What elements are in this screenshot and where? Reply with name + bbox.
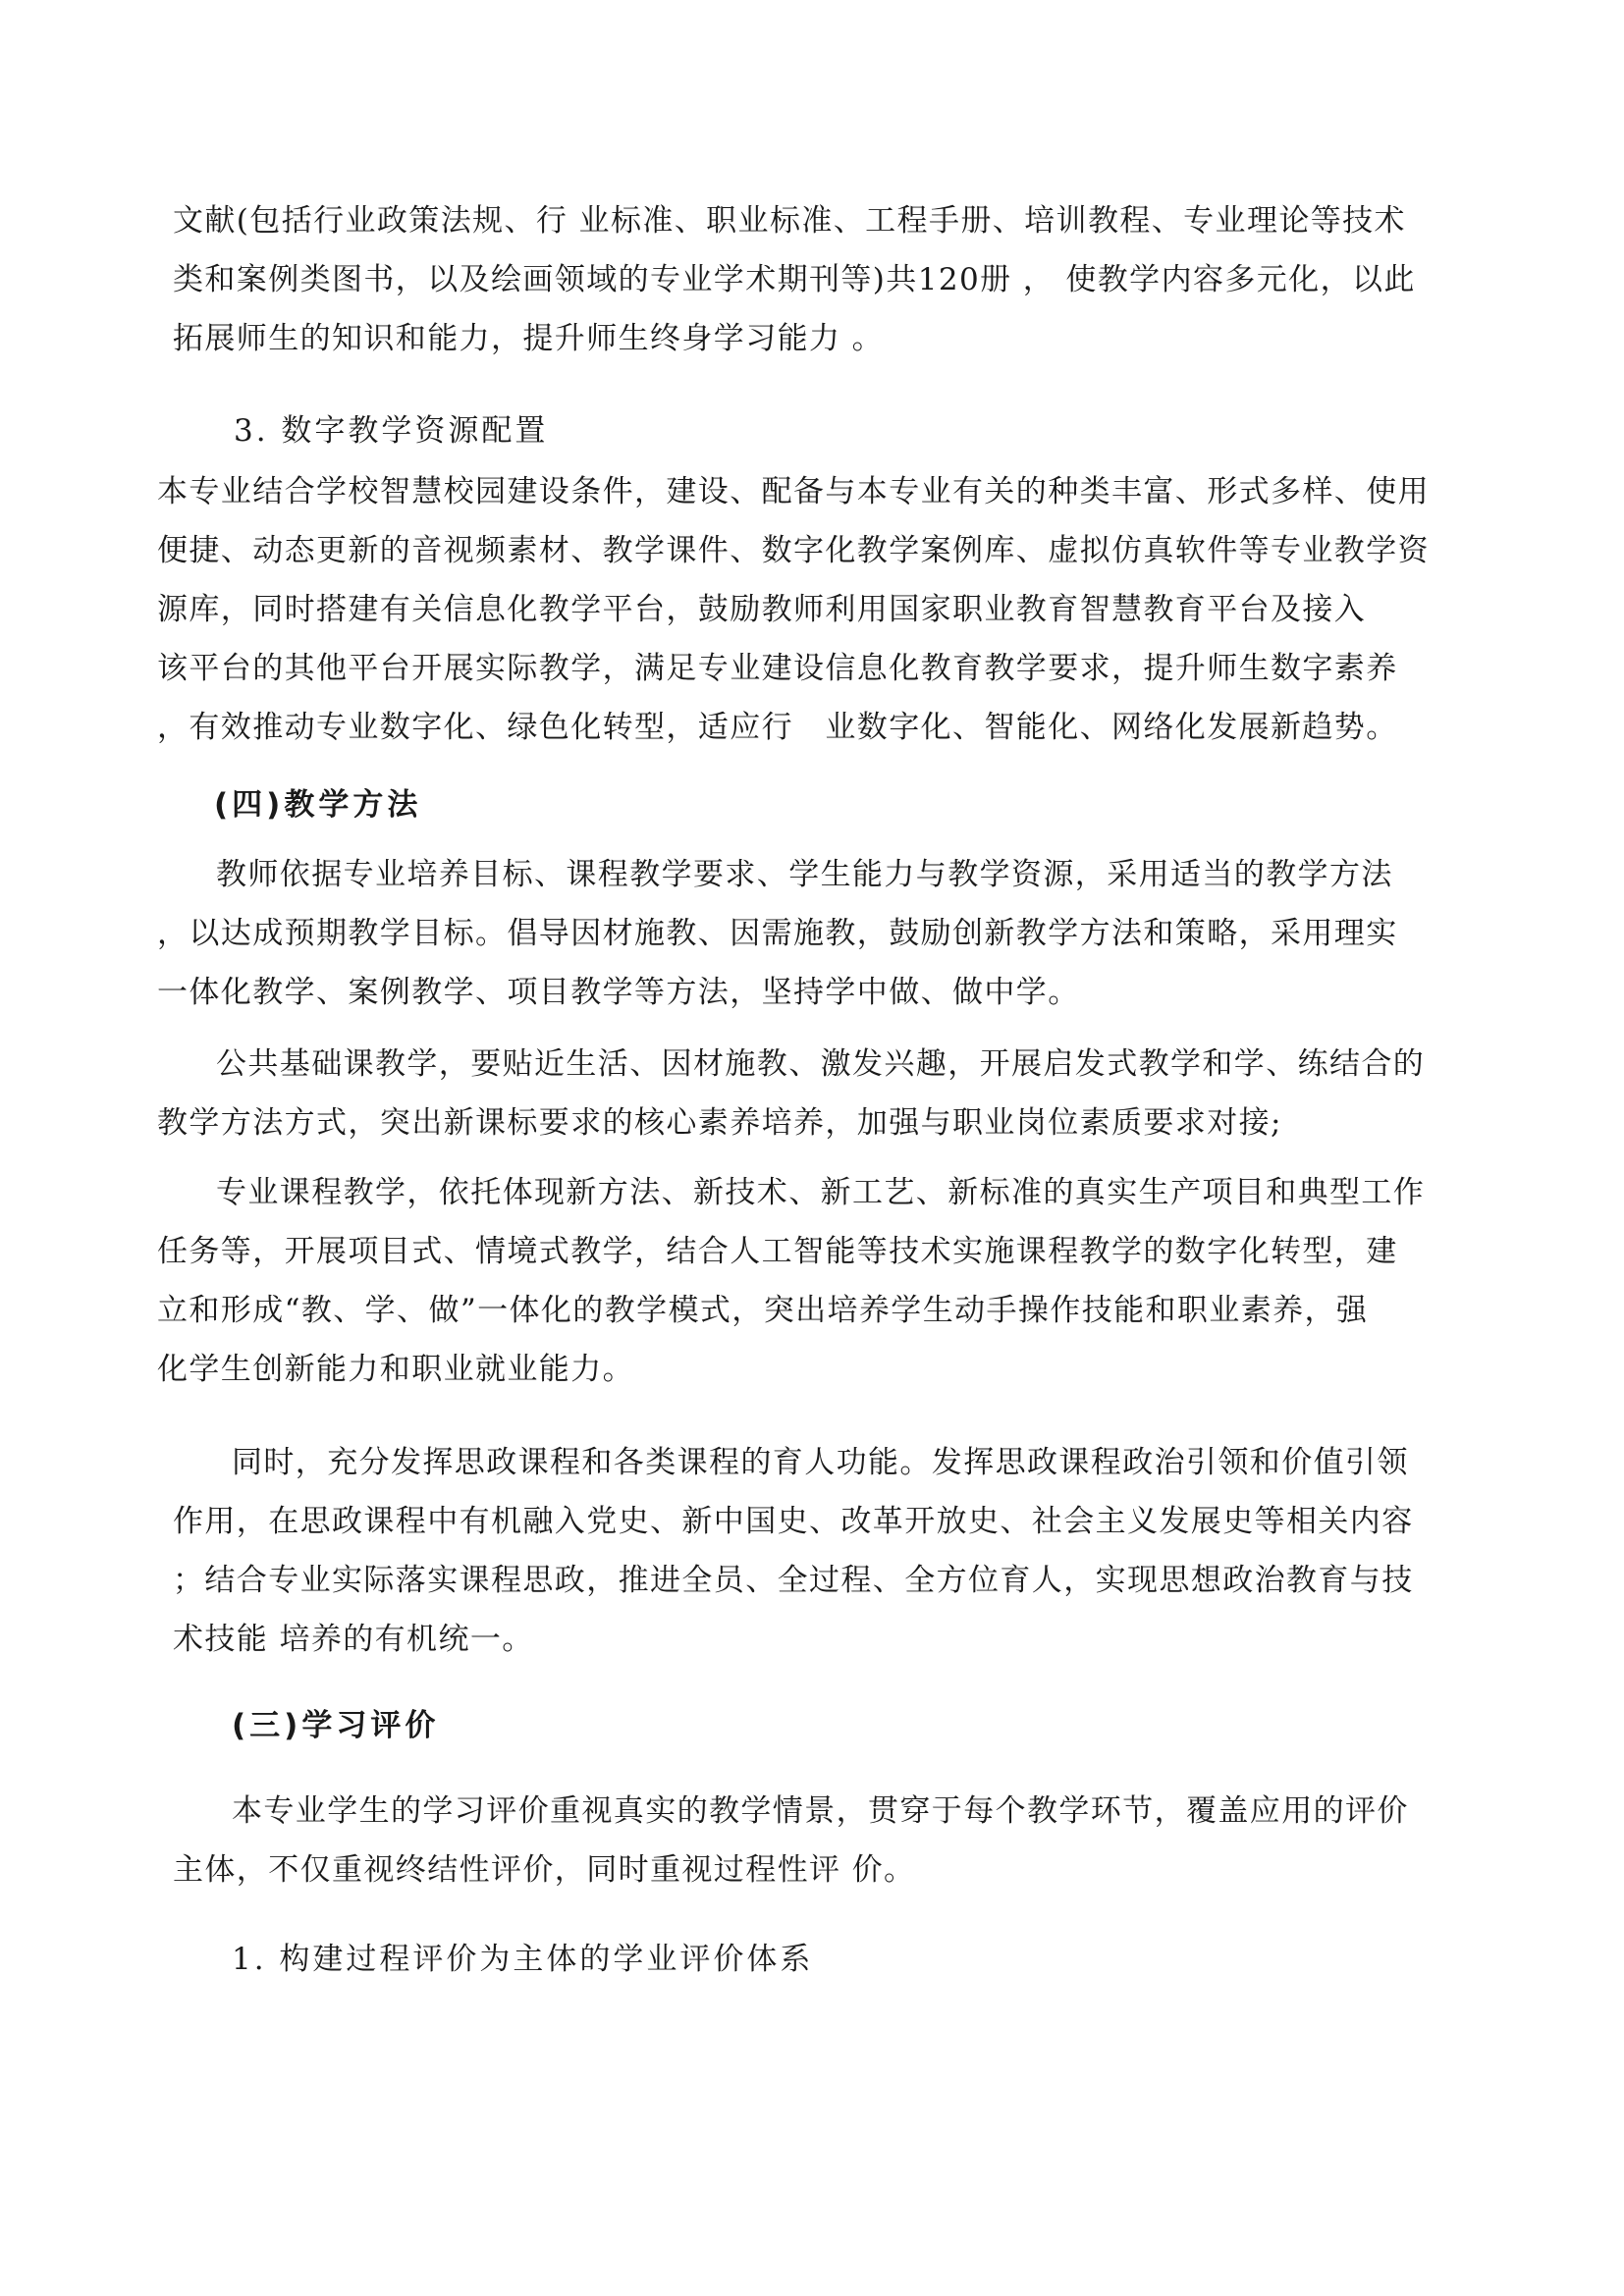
section-heading-evaluation-system: 1. 构建过程评价为主体的学业评价体系 (232, 1942, 814, 1977)
paragraph-line: 同时，充分发挥思政课程和各类课程的育人功能。发挥思政课程政治引领和价值引领 (232, 1445, 1409, 1480)
paragraph-line: 源库，同时搭建有关信息化教学平台，鼓励教师利用国家职业教育智慧教育平台及接入 (157, 592, 1367, 627)
paragraph-line: ，有效推动专业数字化、绿色化转型，适应行 业数字化、智能化、网络化发展新趋势。 (157, 710, 1398, 745)
section-heading-digital-resources: 3. 数字教学资源配置 (234, 413, 549, 449)
paragraph-line: 文献(包括行业政策法规、行 业标准、职业标准、工程手册、培训教程、专业理论等技术 (173, 203, 1406, 239)
paragraph-line: 类和案例类图书，以及绘画领域的专业学术期刊等)共120册 ， 使教学内容多元化，以此 (173, 262, 1416, 297)
paragraph-line: 本专业学生的学习评价重视真实的教学情景，贯穿于每个教学环节，覆盖应用的评价 (232, 1793, 1409, 1829)
paragraph-line: 一体化教学、案例教学、项目教学等方法，坚持学中做、做中学。 (157, 975, 1080, 1010)
section-heading-learning-assessment: (三)学习评价 (232, 1708, 440, 1743)
paragraph-line: 该平台的其他平台开展实际教学，满足专业建设信息化教育教学要求，提升师生数字素养 (157, 651, 1398, 686)
paragraph-line: 拓展师生的知识和能力，提升师生终身学习能力 。 (173, 321, 885, 356)
section-heading-teaching-methods: (四)教学方法 (214, 787, 422, 823)
paragraph-line: 作用，在思政课程中有机融入党史、新中国史、改革开放史、社会主义发展史等相关内容 (173, 1504, 1414, 1539)
paragraph-line: 便捷、动态更新的音视频素材、教学课件、数字化教学案例库、虚拟仿真软件等专业教学资 (157, 533, 1430, 568)
paragraph-line: 主体，不仅重视终结性评价，同时重视过程性评 价。 (173, 1852, 916, 1888)
paragraph-line: 任务等，开展项目式、情境式教学，结合人工智能等技术实施课程教学的数字化转型，建 (157, 1234, 1398, 1269)
paragraph-line: 立和形成“教、学、做”一体化的教学模式，突出培养学生动手操作技能和职业素养，强 (157, 1293, 1369, 1328)
paragraph-line: 教学方法方式，突出新课标要求的核心素养培养，加强与职业岗位素质要求对接; (157, 1105, 1282, 1141)
paragraph-line: 化学生创新能力和职业就业能力。 (157, 1352, 634, 1387)
paragraph-line: ，以达成预期教学目标。倡导因材施教、因需施教，鼓励创新教学方法和策略，采用理实 (157, 916, 1398, 951)
paragraph-line: 本专业结合学校智慧校园建设条件，建设、配备与本专业有关的种类丰富、形式多样、使用 (157, 474, 1430, 509)
paragraph-line: 专业课程教学，依托体现新方法、新技术、新工艺、新标准的真实生产项目和典型工作 (216, 1175, 1426, 1210)
paragraph-line: 公共基础课教学，要贴近生活、因材施教、激发兴趣，开展启发式教学和学、练结合的 (216, 1046, 1426, 1082)
paragraph-line: 术技能 培养的有机统一。 (173, 1622, 534, 1657)
paragraph-line: 教师依据专业培养目标、课程教学要求、学生能力与教学资源，采用适当的教学方法 (216, 857, 1393, 892)
paragraph-line: ；结合专业实际落实课程思政，推进全员、全过程、全方位育人，实现思想政治教育与技 (173, 1563, 1414, 1598)
